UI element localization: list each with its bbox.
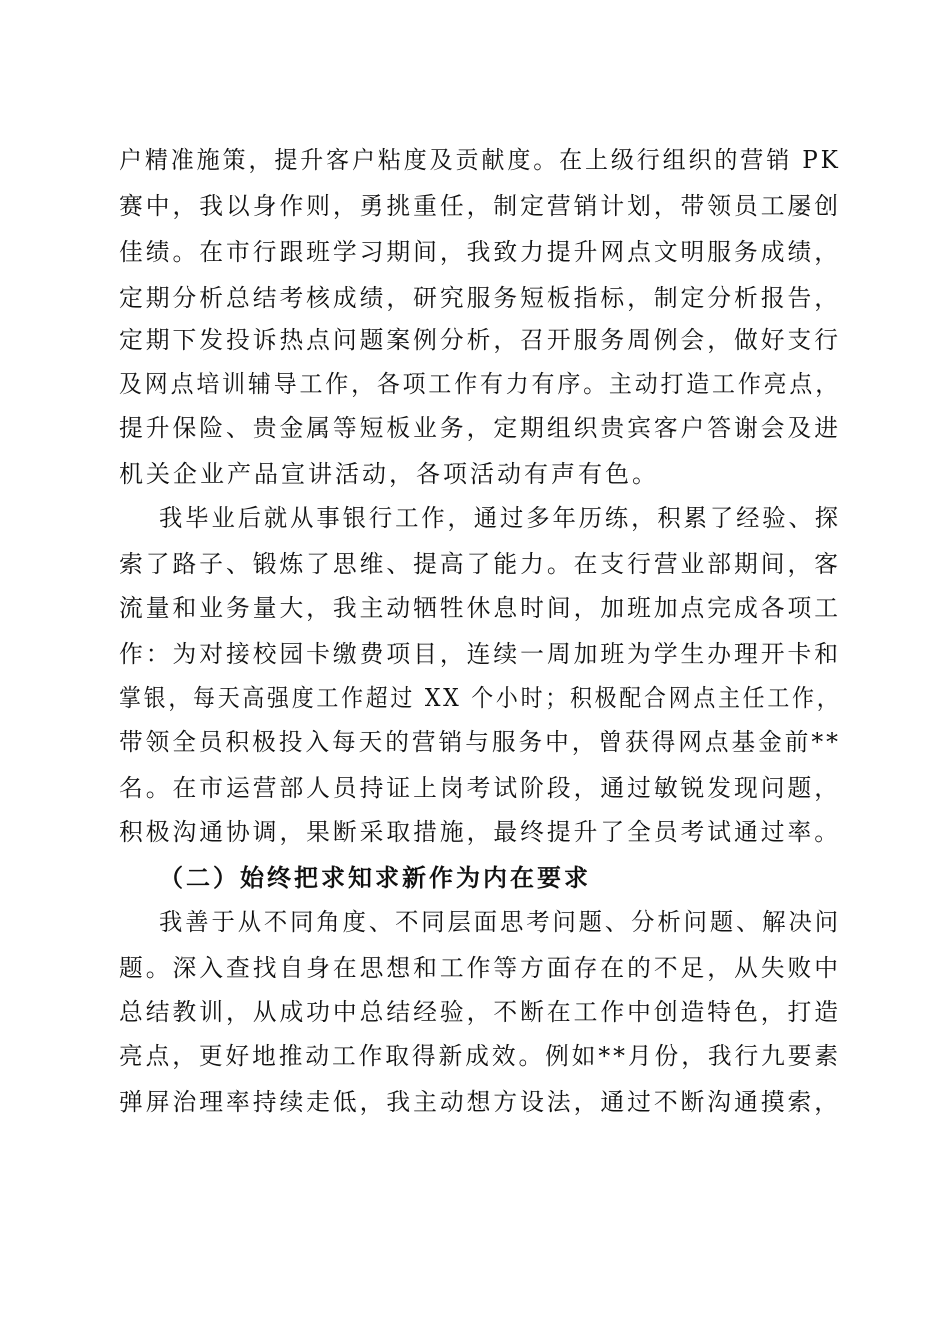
paragraph-1-line-4: 定期分析总结考核成绩，研究服务短板指标，制定分析报告， [119, 284, 842, 312]
paragraph-1-line-2: 赛中，我以身作则，勇挑重任，制定营销计划，带领员工屡创 [119, 192, 842, 220]
paragraph-3-line-5: 弹屏治理率持续走低，我主动想方设法，通过不断沟通摸索， [119, 1088, 842, 1116]
paragraph-2-line-6: 带领全员积极投入每天的营销与服务中，曾获得网点基金前** [119, 728, 841, 756]
paragraph-1-line-5: 定期下发投诉热点问题案例分析，召开服务周例会，做好支行 [119, 326, 842, 354]
paragraph-2-line-1: 我毕业后就从事银行工作，通过多年历练，积累了经验、探 [159, 504, 841, 532]
paragraph-2-line-5: 掌银，每天高强度工作超过 XX 个小时；积极配合网点主任工作， [119, 684, 842, 712]
paragraph-3-line-4: 亮点，更好地推动工作取得新成效。例如**月份，我行九要素 [119, 1042, 841, 1070]
paragraph-2-line-3: 流量和业务量大，我主动牺牲休息时间，加班加点完成各项工 [119, 594, 842, 622]
paragraph-1-line-7: 提升保险、贵金属等短板业务，定期组织贵宾客户答谢会及进 [119, 414, 842, 442]
paragraph-2-line-4: 作：为对接校园卡缴费项目，连续一周加班为学生办理开卡和 [119, 640, 842, 668]
paragraph-1-line-3: 佳绩。在市行跟班学习期间，我致力提升网点文明服务成绩， [119, 238, 842, 266]
paragraph-1-line-1: 户精准施策，提升客户粘度及贡献度。在上级行组织的营销 PK [119, 146, 841, 174]
paragraph-2-line-2: 索了路子、锻炼了思维、提高了能力。在支行营业部期间，客 [119, 550, 842, 578]
paragraph-3-line-3: 总结教训，从成功中总结经验，不断在工作中创造特色，打造 [119, 998, 842, 1026]
paragraph-2-line-8: 积极沟通协调，果断采取措施，最终提升了全员考试通过率。 [119, 818, 842, 846]
paragraph-3-line-2: 题。深入查找自身在思想和工作等方面存在的不足，从失败中 [119, 954, 842, 982]
paragraph-1-line-6: 及网点培训辅导工作，各项工作有力有序。主动打造工作亮点， [119, 370, 841, 398]
section-heading: （二）始终把求知求新作为内在要求 [159, 864, 591, 892]
paragraph-1-line-8: 机关企业产品宣讲活动，各项活动有声有色。 [119, 460, 659, 488]
paragraph-3-line-1: 我善于从不同角度、不同层面思考问题、分析问题、解决问 [159, 908, 841, 936]
paragraph-2-line-7: 名。在市运营部人员持证上岗考试阶段，通过敏锐发现问题， [119, 774, 842, 802]
